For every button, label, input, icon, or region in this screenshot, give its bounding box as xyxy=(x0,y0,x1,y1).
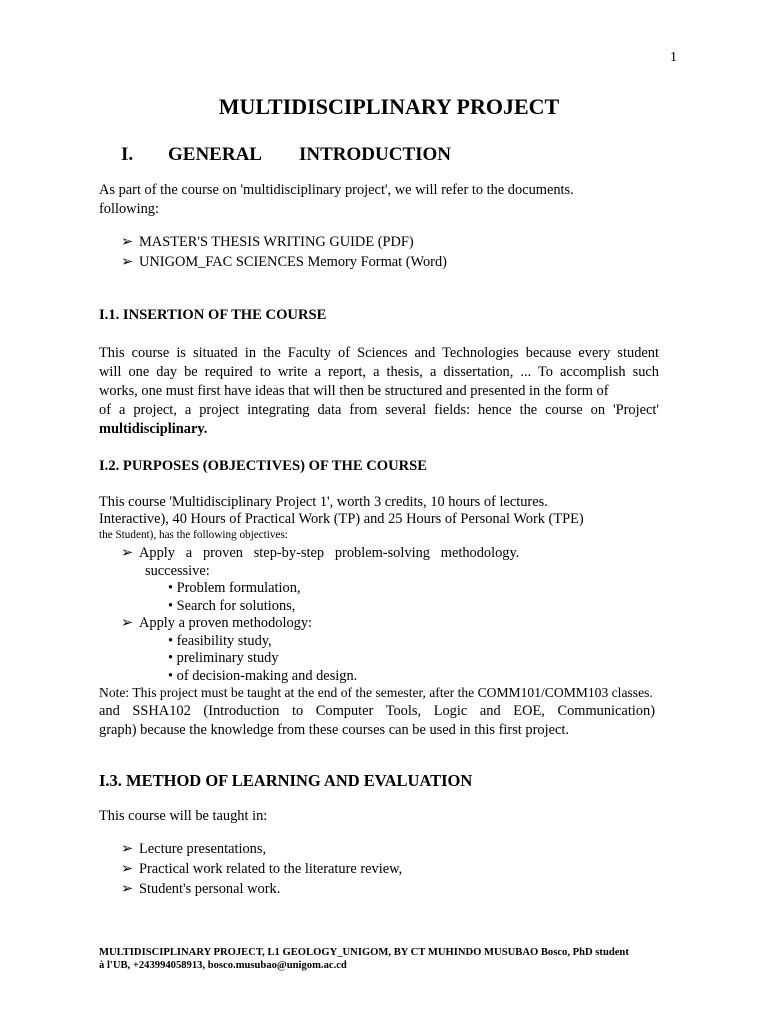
section-2-paragraph xyxy=(99,494,584,542)
list-item: ➢ Apply a proven step-by-step problem-solving methodology. xyxy=(121,545,520,561)
section-3-heading: I.3. METHOD OF LEARNING AND EVALUATION xyxy=(99,771,473,790)
list-item: ➢ Student's personal work. xyxy=(121,881,281,897)
sub-list-item: • of decision-making and design. xyxy=(168,667,358,684)
paragraph-line: will one day be required to write a report, a thesis, a dissertation, ... To accomplish such xyxy=(99,364,659,380)
footer-line: à l'UB, +243994058913, bosco.musubao@unigom.ac.cd xyxy=(99,960,347,971)
objectives-list xyxy=(121,545,519,685)
arrow-bullet-icon: ➢ xyxy=(121,861,134,877)
intro-paragraph xyxy=(99,181,659,219)
sub-list-item: • feasibility study, xyxy=(168,632,272,649)
paragraph-line-small: the Student), has the following objectives: xyxy=(99,529,288,541)
heading-number: I. xyxy=(121,144,134,165)
intro-line: As part of the course on 'multidisciplinary project', we will refer to the documents. xyxy=(99,182,574,198)
paragraph-line: of a project, a project integrating data from several fields: hence the course on 'Project' xyxy=(99,402,659,418)
heading-word-general: GENERAL xyxy=(168,144,262,165)
paragraph-line: This course is situated in the Faculty of Sciences and Technologies because every student xyxy=(99,345,659,361)
note-line: Note: This project must be taught at the end of the semester, after the COMM101/COMM103 classes. xyxy=(99,685,653,700)
section-3-intro: This course will be taught in: xyxy=(99,808,268,824)
paragraph-line: Interactive), 40 Hours of Practical Work (TP) and 25 Hours of Personal Work (TPE) xyxy=(99,511,584,527)
section-1-paragraph xyxy=(99,344,659,439)
sub-list-item: • Search for solutions, xyxy=(168,597,296,614)
paragraph-line-bold: multidisciplinary. xyxy=(99,421,208,437)
section-1-heading: I.1. INSERTION OF THE COURSE xyxy=(99,307,327,323)
note-line: graph) because the knowledge from these courses can be used in this first project. xyxy=(99,722,569,738)
list-item: ➢ Practical work related to the literature review, xyxy=(121,861,403,877)
list-item: ➢ Apply a proven methodology: xyxy=(121,615,313,631)
intro-line: following: xyxy=(99,201,159,217)
list-item-continuation: successive: xyxy=(145,562,210,579)
paragraph-line: works, one must first have ideas that will then be structured and presented in the form of xyxy=(99,383,609,399)
sub-list-item: • Problem formulation, xyxy=(168,580,301,596)
arrow-bullet-icon: ➢ xyxy=(121,615,134,631)
list-item: ➢ UNIGOM_FAC SCIENCES Memory Format (Word) xyxy=(121,254,447,270)
heading-word-introduction: INTRODUCTION xyxy=(299,144,452,165)
arrow-bullet-icon: ➢ xyxy=(121,234,134,250)
sub-list-item: • preliminary study xyxy=(168,650,279,666)
page-footer xyxy=(99,946,629,972)
arrow-bullet-icon: ➢ xyxy=(121,881,134,897)
list-item: ➢ Lecture presentations, xyxy=(121,841,267,857)
list-item: ➢ MASTER'S THESIS WRITING GUIDE (PDF) xyxy=(121,234,414,250)
paragraph-line: This course 'Multidisciplinary Project 1', worth 3 credits, 10 hours of lectures. xyxy=(99,494,548,510)
document-list xyxy=(121,232,447,272)
note-paragraph xyxy=(99,683,655,740)
learning-methods-list xyxy=(121,839,402,899)
page-number: 1 xyxy=(670,50,677,65)
footer-line: MULTIDISCIPLINARY PROJECT, L1 GEOLOGY_UNIGOM, BY CT MUHINDO MUSUBAO Bosco, PhD student xyxy=(99,947,629,958)
note-line: and SSHA102 (Introduction to Computer Tools, Logic and EOE, Communication) xyxy=(99,703,655,719)
section-2-heading: I.2. PURPOSES (OBJECTIVES) OF THE COURSE xyxy=(99,458,428,474)
arrow-bullet-icon: ➢ xyxy=(121,254,134,270)
arrow-bullet-icon: ➢ xyxy=(121,545,134,561)
document-title: MULTIDISCIPLINARY PROJECT xyxy=(218,94,560,119)
arrow-bullet-icon: ➢ xyxy=(121,841,134,857)
